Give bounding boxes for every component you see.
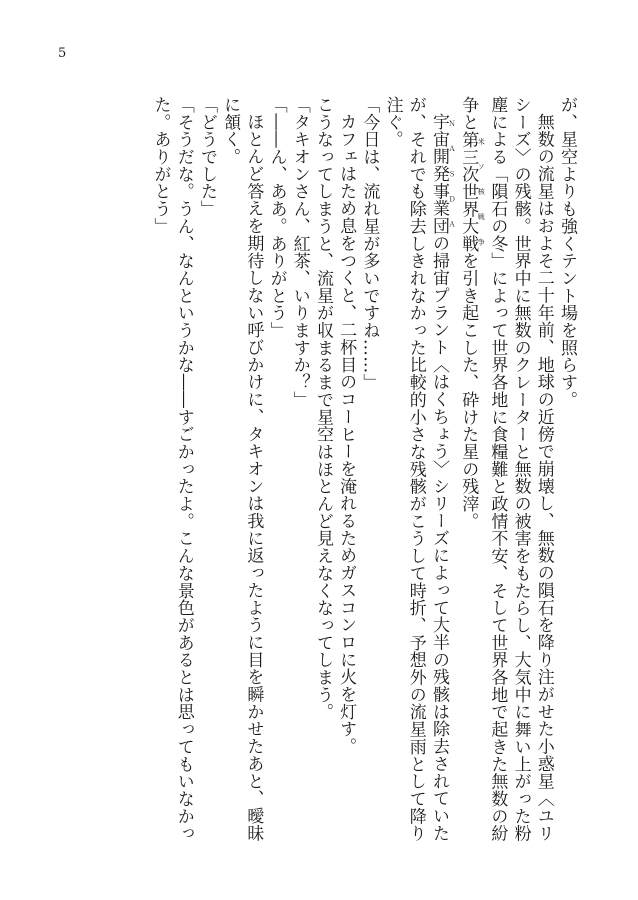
novel-text-body [148,96,578,866]
text-line: 塵による「隕石の冬」によって世界各地に食糧難と政情不安、そして世界各地で起きた無数の紛 [487,96,508,843]
text-line: 「――ん、ああ。ありがとう」 [266,96,287,339]
text-line: 「今日は、流れ星が多いですね……」 [359,96,380,391]
ruby-annotation-war [458,130,486,253]
text-line-with-ruby [456,96,485,866]
page-number: 5 [58,46,67,61]
text-fragment: の掃宙プラント〈はくちょう〉シリーズによって大半の残骸は除去されていた [428,234,449,842]
text-line: た。ありがとう」 [150,96,171,235]
text-fragment: 争と [458,96,479,131]
text-line: シーズ〉の残骸。世界中に無数のクレーターと無数の被害をもたらし、大気中に舞い上がった粉 [510,96,531,843]
text-line: に頷く。 [220,96,241,166]
text-line: 「タキオンさん、紅茶、いりますか？」 [289,96,310,409]
text-line: が、それでも除去しきれなかった比較的小さな残骸がこうして時折、予想外の流星雨として降り [405,96,426,843]
ruby-reading: 米ソ核戦争 [477,130,486,253]
ruby-base: 宇宙開発事業団 [428,113,449,235]
text-line: 無数の流星はおよそ二十年前、地球の近傍で崩壊し、無数の隕石を降り注がせた小惑星〈ユリ [533,113,554,842]
text-line: こうなってしまうと、流星が収まるまで星空はほとんど見えなくなってしまう。 [312,96,333,721]
text-line: 「そうだな。うん、なんというかな――すごかったよ。こんな景色があるとは思ってもいなかっ [173,96,194,843]
text-fragment: を引き起こした、砕けた星の残滓。 [458,252,479,530]
text-line: カフェはため息をつくと、二杯目のコーヒーを淹れるためガスコンロに火を灯す。 [336,113,357,755]
text-line-with-ruby [427,96,456,866]
text-line: 「どうでした」 [196,96,217,218]
text-line: ほとんど答えを期待しない呼びかけに、タキオンは我に返ったように目を瞬かせたあと、曖昧 [243,113,264,842]
ruby-base: 第三次世界大戦 [458,130,479,253]
ruby-reading: ＮＡＳＤＡ [447,113,456,235]
text-line: が、星空よりも強くテント場を照らす。 [557,96,577,409]
text-line: 注ぐ。 [382,96,403,149]
ruby-annotation-nasda [428,113,456,235]
